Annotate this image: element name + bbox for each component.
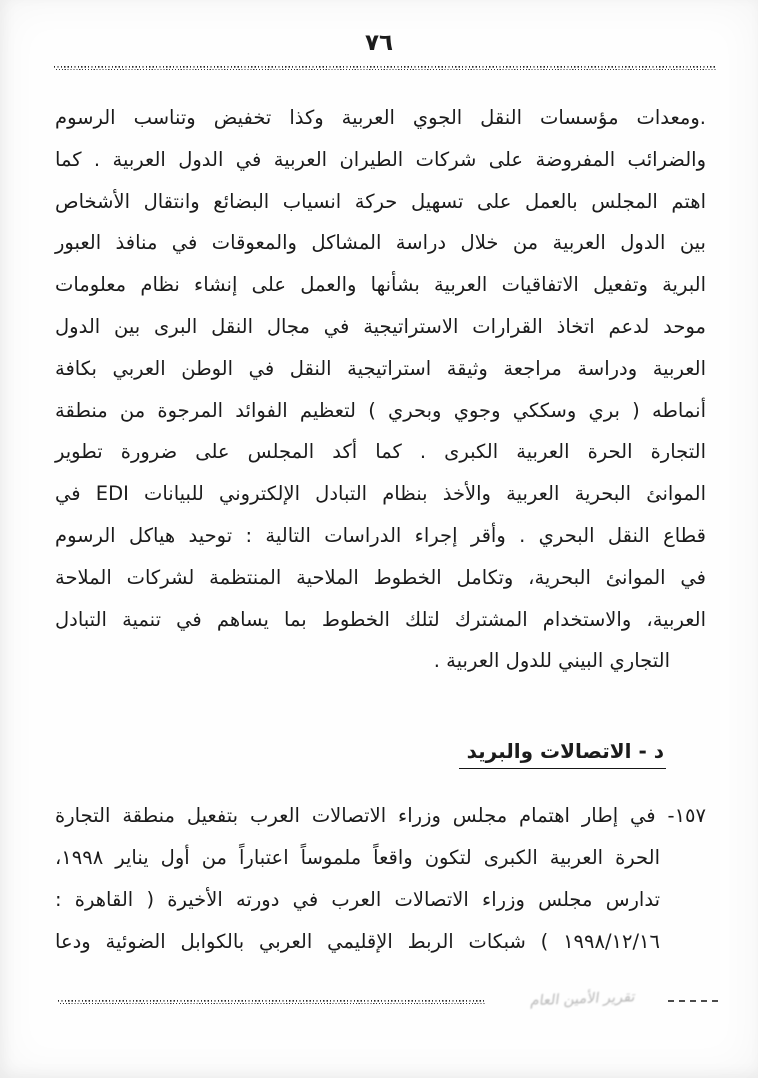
text-line: العربية، والاستخدام المشترك لتلك الخطوط بما يساهم في تنمية التبادل <box>55 607 706 631</box>
text-line: .ومعدات مؤسسات النقل الجوي العربية وكذا تخفيض وتناسب الرسوم <box>55 106 706 129</box>
text-line: العربية ودراسة مراجعة وثيقة استراتيجية النقل في الوطن العربي بكافة <box>55 356 706 380</box>
text-line: اهتم المجلس بالعمل على تسهيل حركة انسياب البضائع وانتقال الأشخاص <box>55 189 706 213</box>
section-heading-communications-post: د - الاتصالات والبريد <box>459 739 666 769</box>
text-line: الحرة العربية الكبرى لتكون واقعاً ملموساً اعتباراً من أول يناير ١٩٩٨، <box>55 845 660 869</box>
paragraph-157 <box>55 795 706 962</box>
text-line: موحد لدعم اتخاذ القرارات الاستراتيجية في مجال النقل البرى بين الدول <box>55 314 706 338</box>
text-line: أنماطه ( بري وسككي وجوي وبحري ) لتعظيم الفوائد المرجوة من منطقة <box>55 398 706 422</box>
text-line: والضرائب المفروضة على شركات الطيران العربية في الدول العربية . كما <box>55 147 706 171</box>
text-line: التجاري البيني للدول العربية . <box>433 649 670 673</box>
page-number: ٧٦ <box>364 30 394 56</box>
page-body <box>55 97 706 962</box>
text-line: في الموانئ البحرية، وتكامل الخطوط الملاحية المنتظمة لشركات الملاحة <box>55 565 706 589</box>
footer-dotted-rule <box>58 1000 486 1006</box>
text-line: تدارس مجلس وزراء الاتصالات العرب في دورته الأخيرة ( القاهرة : <box>55 887 660 911</box>
footer-dash-segment <box>668 1000 718 1002</box>
text-line: قطاع النقل البحري . وأقر إجراء الدراسات التالية : توحيد هياكل الرسوم <box>55 523 706 547</box>
text-line: التجارة الحرة العربية الكبرى . كما أكد المجلس على ضرورة تطوير <box>55 440 706 464</box>
top-dotted-rule <box>54 66 716 72</box>
footer-faint-stamp: تقرير الأمين العام <box>529 988 637 1010</box>
text-line: البرية وتفعيل الاتفاقيات العربية بشأنها والعمل على إنشاء نظام معلومات <box>55 273 706 297</box>
text-line: ١٥٧- في إطار اهتمام مجلس وزراء الاتصالات العرب بتفعيل منطقة التجارة <box>55 804 706 828</box>
section-heading-wrap <box>55 739 706 769</box>
text-line: بين الدول العربية من خلال دراسة المشاكل والمعوقات في منافذ العبور <box>55 231 706 255</box>
paragraph-transport <box>55 97 706 682</box>
text-line: الموانئ البحرية العربية والأخذ بنظام التبادل الإلكتروني للبيانات EDI في <box>55 482 707 506</box>
text-line: ١٩٩٨/١٢/١٦ ) شبكات الربط الإقليمي العربي بالكوابل الضوئية ودعا <box>55 929 660 953</box>
